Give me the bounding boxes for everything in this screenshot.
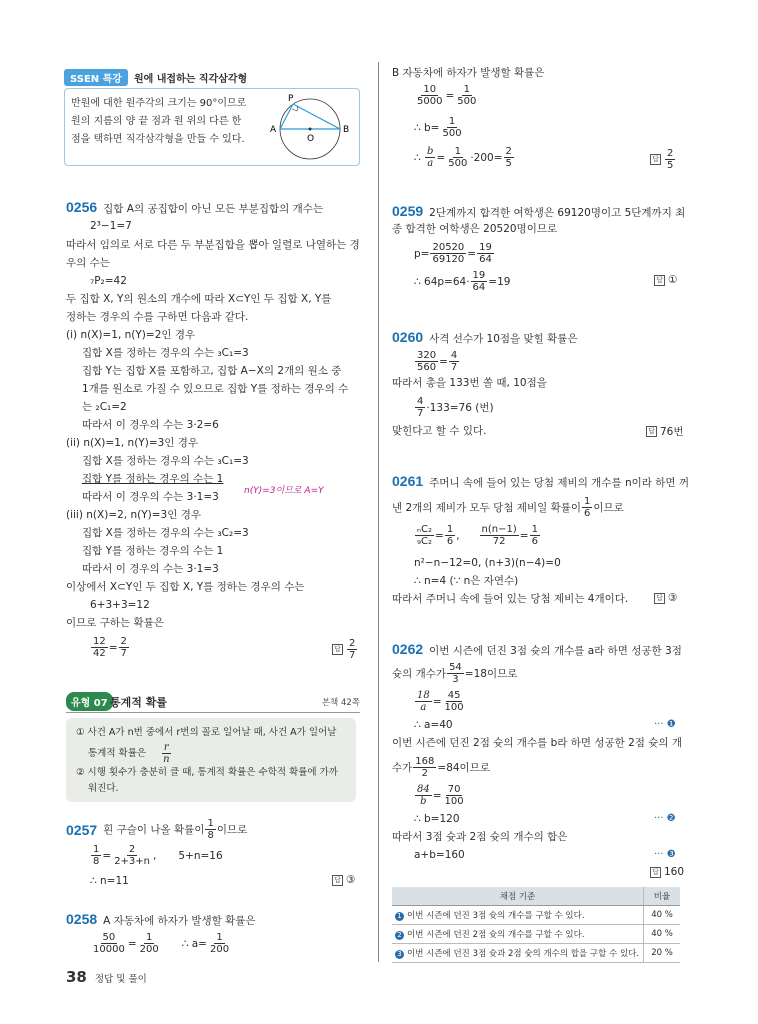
problem-0261: 0261 주머니 속에 들어 있는 당첨 제비의 개수를 n이라 하면 꺼 낸 2개의 제비가 모두 당첨 제비일 확률이 $\frac{1}{6}$ 이므로 $\frac{\text{ₙC₂}}{\text{₉C₂}}$ = $\frac{1}{6}$ , $\frac{n(n-1)}{72}$ = $\frac{1}{6}$ n²−n−12=0, (n+3)(n−4)=0 ∴ n=4 (∵ n은 자연수) 따라서 주머니 속에 들어 있는 당첨 제비는 4개이다. 답 ③: [392, 473, 689, 605]
line: ₇P₂=42: [90, 275, 127, 287]
line: 는 ₂C₁=2: [82, 401, 127, 413]
circled-number: 3: [395, 950, 404, 959]
line: 집합 Y를 정하는 경우의 수는 1: [82, 473, 224, 485]
answer-0260: 답 76번: [646, 424, 684, 439]
line: 종 합격한 여학생은 20520명이므로: [392, 223, 558, 235]
line: (ii) n(X)=1, n(Y)=3인 경우: [66, 437, 199, 449]
step-marker-1: ··· ❶: [654, 719, 676, 730]
problem-0256: [66, 200, 366, 670]
problem-0257: 0257 흰 구슬이 나올 확률이 $\frac{1}{8}$ 이므로 $\frac{1}{8}$ = $\frac{2}{2+3+n}$ , 5+n=16 ∴ n=11 답 ③: [66, 818, 356, 887]
scoring-table: [392, 887, 680, 963]
page-number: 38: [66, 968, 87, 986]
step-marker-3: ··· ❸: [654, 849, 676, 860]
table-header: [392, 887, 680, 906]
ssen-text-2: 원의 지름의 양 끝 점과 원 위의 다른 한: [71, 116, 242, 127]
ssen-title: 원에 내접하는 직각삼각형: [133, 73, 248, 85]
line: B 자동차에 하자가 발생할 확률은: [392, 67, 545, 79]
line: ∴ b=120: [414, 813, 460, 825]
equation: ∴ $\frac{b}{a}$ = $\frac{1}{500}$ ·200= $\frac{2}{5}$: [414, 146, 512, 169]
equation: ∴ b= $\frac{1}{500}$: [414, 116, 462, 139]
footer-label: 정답 및 풀이: [94, 974, 147, 985]
problem-0259: 0259 2단계까지 합격한 여학생은 69120명이고 5단계까지 최 종 합격한 여학생은 20520명이므로 p= $\frac{20520}{69120}$ = $\frac{19}{64}$ ∴ 64p=64· $\frac{19}{64}$ =19 답 ①: [392, 203, 686, 293]
line: 집합 A의 공집합이 아닌 모든 부분집합의 개수는: [103, 203, 324, 215]
problem-number: 0260: [392, 329, 424, 345]
ssen-text-3: 점을 택하면 직각삼각형을 만들 수 있다.: [71, 134, 245, 145]
problem-number: 0256: [66, 199, 98, 215]
equation: $\frac{1}{8}$ = $\frac{2}{2+3+n}$ , 5+n=16: [93, 844, 223, 867]
answer-icon: 답: [650, 154, 661, 165]
equation: $\frac{18}{a}$ = $\frac{45}{100}$: [417, 690, 464, 713]
equation: p= $\frac{20520}{69120}$ = $\frac{19}{64}$: [414, 242, 492, 265]
equation: $\frac{84}{b}$ = $\frac{70}{100}$: [417, 784, 464, 807]
answer-0259: 답 ①: [654, 274, 677, 286]
problem-number: 0259: [392, 203, 424, 219]
ssen-body: [64, 88, 360, 166]
problem-number: 0257: [66, 821, 98, 838]
line: 따라서 이 경우의 수는 3·1=3: [82, 491, 219, 503]
line: 따라서 총을 133번 쏠 때, 10점을: [392, 377, 547, 389]
handwritten-note: n(Y)=3이므로 A=Y: [244, 486, 324, 496]
line: ∴ a=40: [414, 719, 453, 731]
label-B: B: [343, 125, 350, 135]
problem-number: 0262: [392, 641, 424, 657]
line: ∴ n=4 (∵ n은 자연수): [414, 575, 519, 587]
ssen-tag: SSEN 특강: [64, 69, 128, 86]
line: 집합 X를 정하는 경우의 수는 ₃C₂=3: [82, 527, 249, 539]
column-divider: [378, 62, 379, 962]
footer: [66, 968, 147, 986]
type07-header: [66, 692, 360, 713]
label-A: A: [270, 125, 277, 135]
type07-item2a: ② 시행 횟수가 충분히 클 때, 통계적 확률은 수학적 확률에 가까: [76, 767, 338, 778]
header-criteria: 채점 기준: [392, 887, 644, 906]
type07-ref: 본책 42쪽: [321, 698, 360, 708]
answer-0262: 답 160: [650, 866, 684, 878]
line: (i) n(X)=1, n(Y)=2인 경우: [66, 329, 196, 341]
step-marker-2: ··· ❷: [654, 813, 676, 824]
type07-item1b: 통계적 확률은 $\frac{r}{n}$: [88, 742, 170, 765]
circled-number: 2: [395, 931, 404, 940]
final-equation: $\frac{12}{42}$ = $\frac{2}{7}$: [93, 636, 127, 659]
line: 따라서 주머니 속에 들어 있는 당첨 제비는 4개이다.: [392, 593, 629, 605]
line: 집합 X를 정하는 경우의 수는 ₃C₁=3: [82, 455, 249, 467]
ssen-header: [64, 68, 360, 86]
line: 이므로 구하는 확률은: [66, 617, 164, 629]
table-row: 2 이번 시즌에 던진 2점 슛의 개수를 구할 수 있다. 40 %: [392, 925, 680, 944]
line: ∴ n=11: [90, 875, 129, 887]
label-O: O: [307, 134, 315, 144]
line: 이상에서 X⊂Y인 두 집합 X, Y를 정하는 경우의 수는: [66, 581, 305, 593]
problem-0258: 0258 A 자동차에 하자가 발생할 확률은 $\frac{50}{10000}$ = $\frac{1}{200}$ ∴ a= $\frac{1}{200}$: [66, 911, 256, 955]
answer-icon: 답: [332, 644, 343, 655]
semicircle-diagram: [265, 91, 355, 163]
answer-icon: 답: [650, 867, 661, 878]
answer-icon: 답: [646, 426, 657, 437]
line: 정하는 경우의 수를 구하면 다음과 같다.: [66, 311, 249, 323]
line: n²−n−12=0, (n+3)(n−4)=0: [414, 557, 561, 569]
equation: $\frac{10}{5000}$ = $\frac{1}{500}$: [417, 84, 477, 107]
answer-0261: 답 ③: [654, 592, 677, 604]
problem-0262: 0262 이번 시즌에 던진 3점 슛의 개수를 a라 하면 성공한 3점 슛의 개수가 $\frac{54}{3}$ =18이므로 $\frac{18}{a}$ = $\frac{45}{100}$ ∴ a=40 ··· ❶ 이번 시즌에 던진 2점 슛의 개수를 b라 하면 성공한 2점 슛의 개 수가 $\frac{168}{2}$ =84이므로 $\frac{84}{b}$ = $\frac{70}{100}$ ∴ b=120 ··· ❷ 따라서 3점 슛과 2점 슛의 개수의 합은 a+b=160 ··· ❸ 답 160: [392, 641, 685, 878]
line: 집합 Y를 정하는 경우의 수는 1: [82, 545, 224, 557]
type07-badge: 유형 07: [66, 692, 113, 711]
line: 우의 수는: [66, 257, 110, 269]
problem-0258-continued: [392, 66, 682, 176]
ssen-box: [64, 68, 360, 168]
type07-item1a: ① 사건 A가 n번 중에서 r번의 꼴로 일어날 때, 사건 A가 일어날: [76, 727, 337, 738]
line: 두 집합 X, Y의 원소의 개수에 따라 X⊂Y인 두 집합 X, Y를: [66, 293, 332, 305]
table-row: 1 이번 시즌에 던진 3점 슛의 개수를 구할 수 있다. 40 %: [392, 906, 680, 925]
line: 맞힌다고 할 수 있다.: [392, 425, 487, 437]
line: 따라서 이 경우의 수는 3·1=3: [82, 563, 219, 575]
equation: $\frac{320}{560}$ = $\frac{4}{7}$: [417, 350, 458, 373]
line: (iii) n(X)=2, n(Y)=3인 경우: [66, 509, 201, 521]
line: 따라서 임의로 서로 다른 두 부분집합을 뽑아 일렬로 나열하는 경: [66, 239, 360, 251]
line: 6+3+3=12: [90, 599, 150, 611]
line: a+b=160: [414, 849, 465, 861]
answer-0258: 답 $\frac{2}{5}$: [650, 148, 676, 171]
problem-0260: 0260 사격 선수가 10점을 맞힐 확률은 $\frac{320}{560}$ = $\frac{4}{7}$ 따라서 총을 133번 쏠 때, 10점을 $\frac{4}{7}$ ·133=76 (번) 맞힌다고 할 수 있다. 답 76번: [392, 329, 684, 438]
answer-icon: 답: [654, 593, 665, 604]
type07-item2b: 워진다.: [88, 783, 119, 794]
type07-box: [66, 718, 356, 802]
equation: $\frac{50}{10000}$ = $\frac{1}{200}$ ∴ a= $\frac{1}{200}$: [93, 932, 230, 955]
table-row: 3 이번 시즌에 던진 3점 슛과 2점 슛의 개수의 합을 구할 수 있다. 20 %: [392, 944, 680, 963]
equation: ∴ 64p=64· $\frac{19}{64}$ =19: [414, 270, 511, 293]
answer-icon: 답: [332, 875, 343, 886]
type07-title: 통계적 확률: [110, 696, 167, 709]
equation: $\frac{4}{7}$ ·133=76 (번): [417, 396, 494, 419]
answer-0256: 답 $\frac{2}{7}$: [332, 638, 358, 661]
line: 집합 Y는 집합 X를 포함하고, 집합 A−X의 2개의 원소 중: [82, 365, 342, 377]
problem-number: 0258: [66, 911, 98, 927]
line: 이번 시즌에 던진 2점 슛의 개수를 b라 하면 성공한 2점 슛의 개: [392, 737, 683, 749]
line: 집합 X를 정하는 경우의 수는 ₃C₁=3: [82, 347, 249, 359]
line: 2³−1=7: [90, 220, 132, 232]
label-P: P: [288, 94, 294, 104]
line: 따라서 이 경우의 수는 3·2=6: [82, 419, 219, 431]
circled-number: 1: [395, 912, 404, 921]
ssen-text-1: 반원에 대한 원주각의 크기는 90°이므로: [71, 98, 247, 109]
answer-icon: 답: [654, 275, 665, 286]
problem-number: 0261: [392, 473, 424, 489]
line: 따라서 3점 슛과 2점 슛의 개수의 합은: [392, 831, 568, 843]
line: 1개를 원소로 가질 수 있으므로 집합 Y를 정하는 경우의 수: [82, 383, 349, 395]
answer-0257: 답 ③: [332, 874, 355, 886]
equation: $\frac{\text{ₙC₂}}{\text{₉C₂}}$ = $\frac{1}{6}$ , $\frac{n(n-1)}{72}$ = $\frac{1}{6}$: [417, 524, 538, 547]
header-rate: 비율: [644, 887, 681, 906]
